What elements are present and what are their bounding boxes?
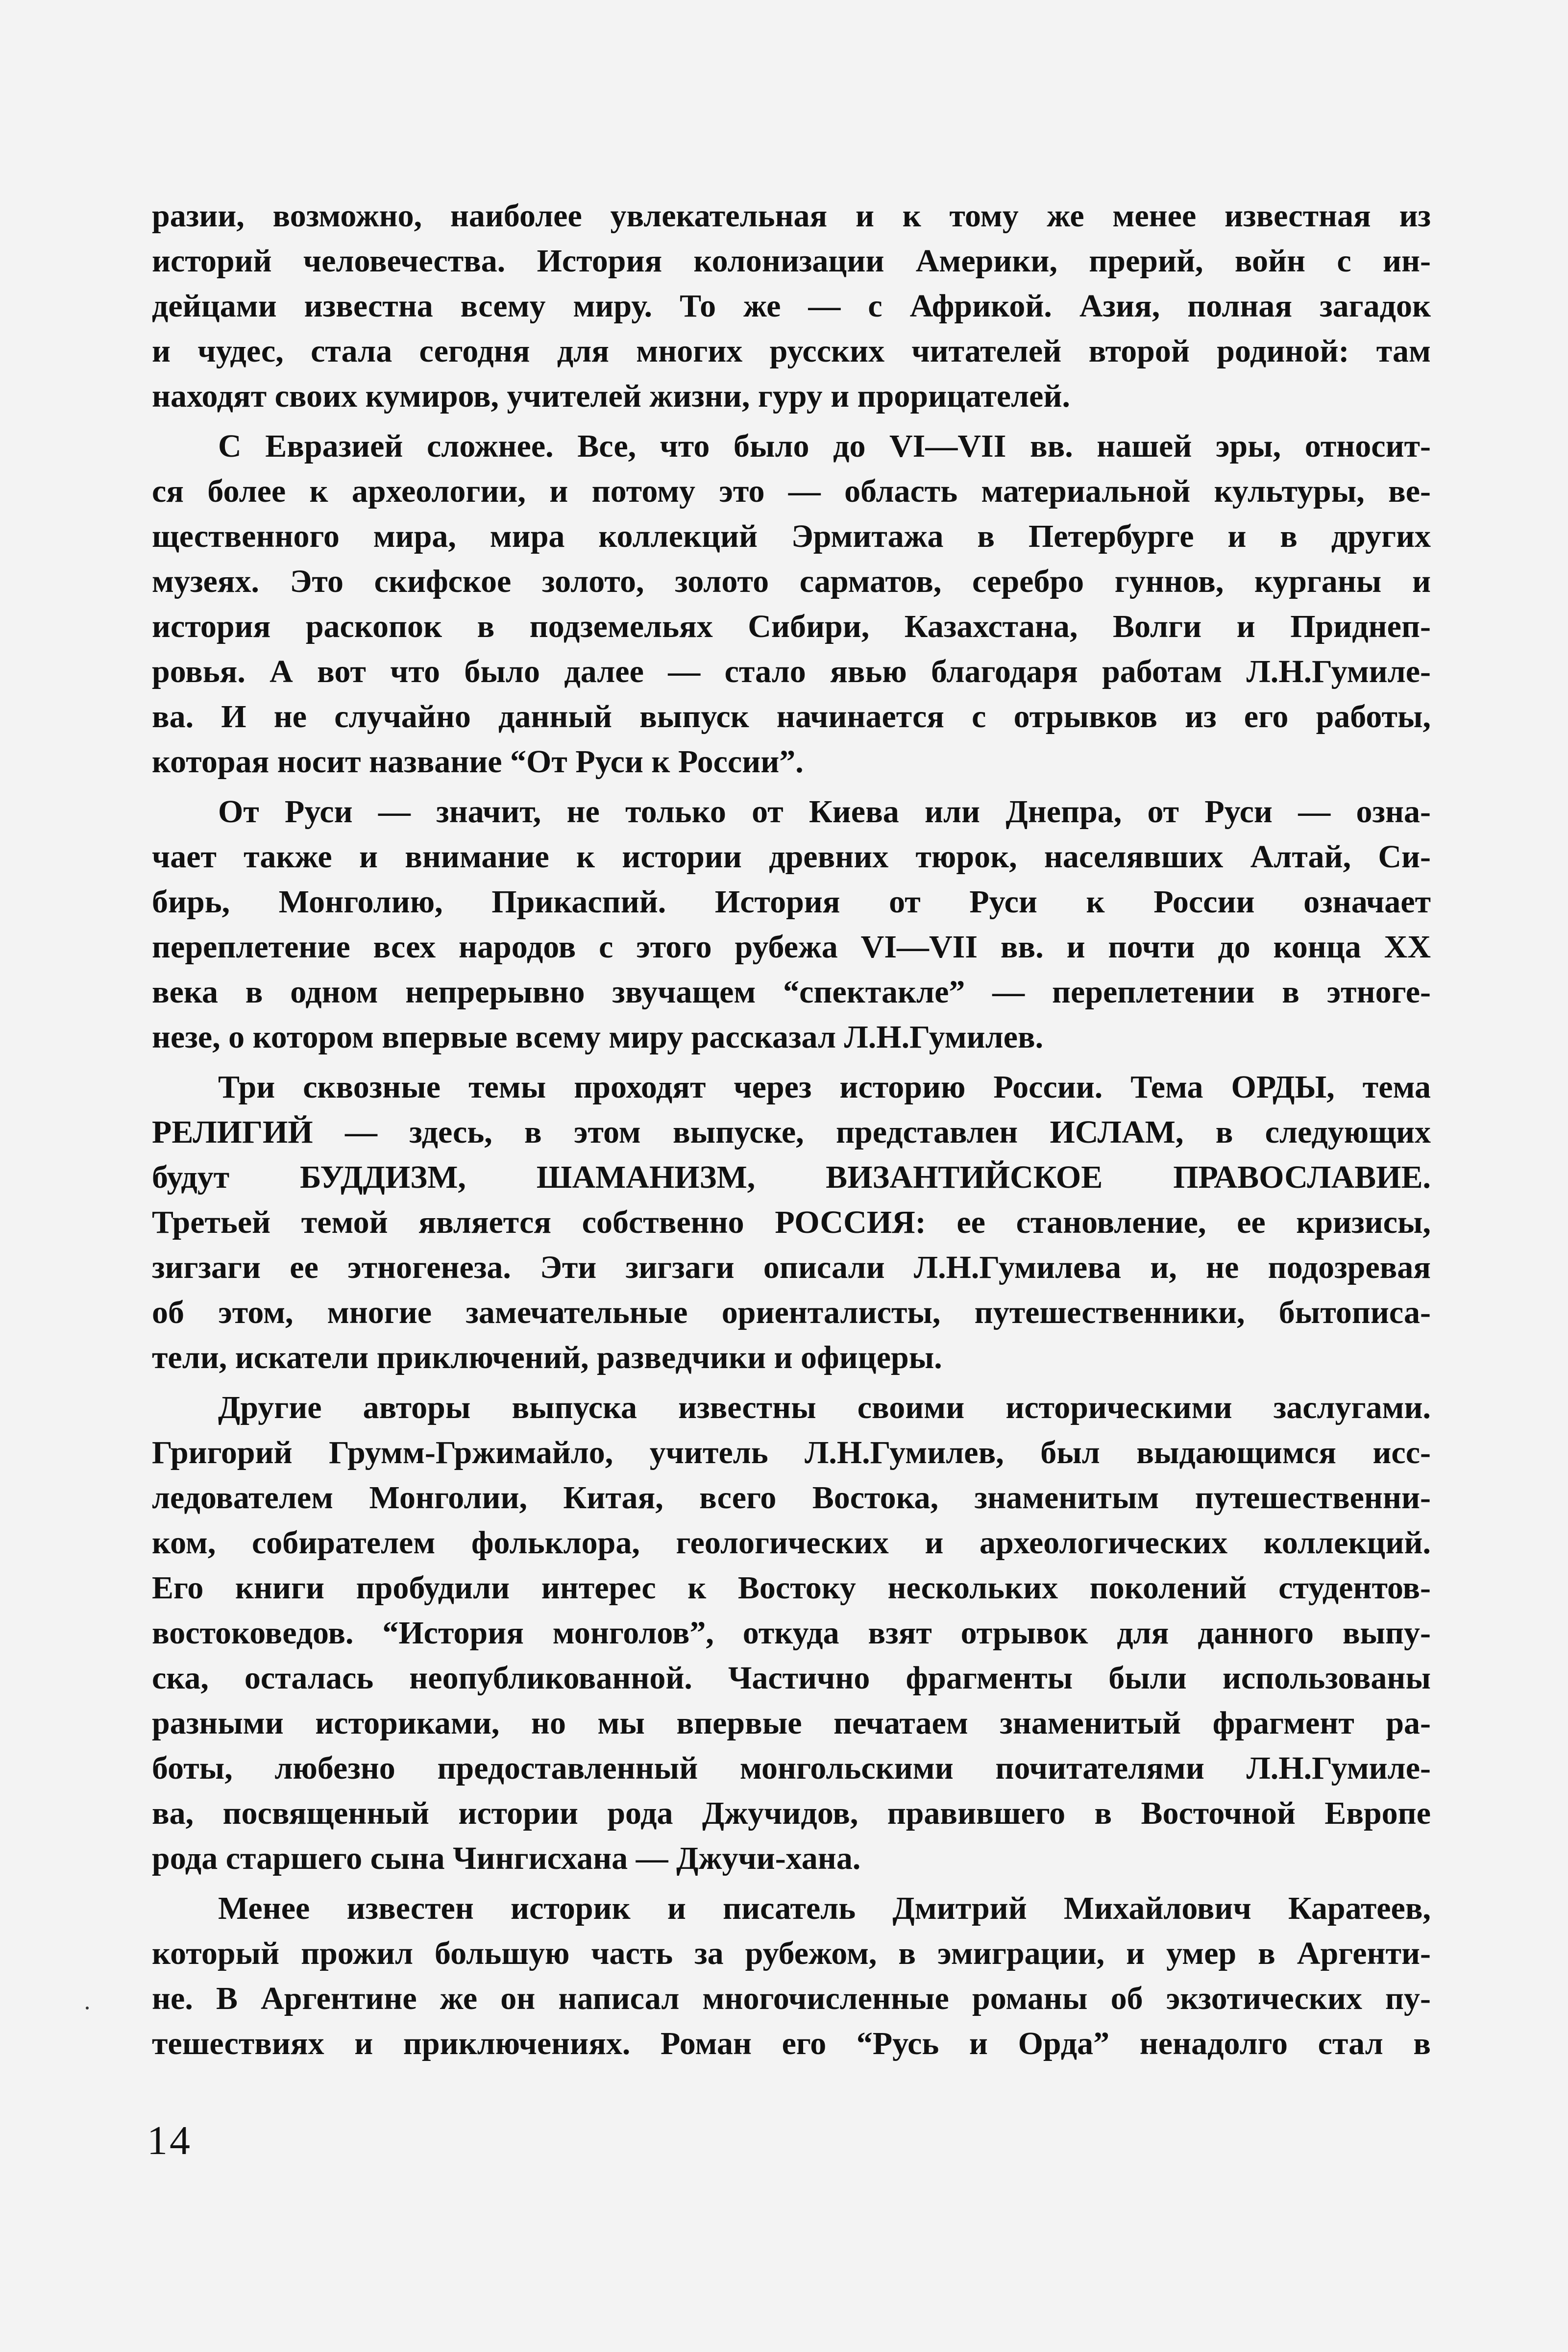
text-line: ва, посвященный истории рода Джучидов, правившего в Восточной Европе: [152, 1795, 1431, 1831]
text-line: востоковедов. “История монголов”, откуда взят отрывок для данного выпу-: [152, 1615, 1431, 1651]
text-line: века в одном непрерывно звучащем “спектакле” — переплетении в этноге-: [152, 974, 1431, 1010]
text-line: дейцами известна всему миру. То же — с Африкой. Азия, полная загадок: [152, 288, 1431, 324]
text-line: и чудес, стала сегодня для многих русских читателей второй родиной: там: [152, 333, 1431, 369]
text-line: незе, о котором впервые всему миру рассказал Л.Н.Гумилев.: [152, 1019, 1044, 1055]
text-line: будут БУДДИЗМ, ШАМАНИЗМ, ВИЗАНТИЙСКОЕ ПРАВОСЛАВИЕ.: [152, 1159, 1431, 1195]
text-line: тешествиях и приключениях. Роман его “Русь и Орда” ненадолго стал в: [152, 2026, 1431, 2061]
text-line: разными историками, но мы впервые печатаем знаменитый фрагмент ра-: [152, 1705, 1431, 1741]
text-line: РЕЛИГИЙ — здесь, в этом выпуске, представлен ИСЛАМ, в следующих: [152, 1114, 1431, 1150]
text-line: об этом, многие замечательные ориенталисты, путешественники, бытописа-: [152, 1295, 1431, 1330]
text-line: Три сквозные темы проходят через историю России. Тема ОРДЫ, тема: [218, 1069, 1431, 1105]
scan-speck: [86, 2007, 89, 2009]
text-line: музеях. Это скифское золото, золото сарматов, серебро гуннов, курганы и: [152, 564, 1431, 599]
text-line: который прожил большую часть за рубежом, в эмиграции, и умер в Аргенти-: [152, 1936, 1431, 1971]
text-line: Третьей темой является собственно РОССИЯ: ее становление, ее кризисы,: [152, 1204, 1431, 1240]
text-line: не. В Аргентине же он написал многочисленные романы об экзотических пу-: [152, 1981, 1431, 2016]
text-line: рода старшего сына Чингисхана — Джучи-хана.: [152, 1840, 861, 1876]
text-line: Его книги пробудили интерес к Востоку нескольких поколений студентов-: [152, 1570, 1431, 1606]
text-line: Другие авторы выпуска известны своими историческими заслугами.: [218, 1390, 1431, 1425]
text-line: боты, любезно предоставленный монгольскими почитателями Л.Н.Гумиле-: [152, 1750, 1431, 1786]
text-line: щественного мира, мира коллекций Эрмитажа в Петербурге и в других: [152, 518, 1431, 554]
text-line: Григорий Грумм-Гржимайло, учитель Л.Н.Гумилев, был выдающимся исс-: [152, 1435, 1431, 1470]
text-line: ледователем Монголии, Китая, всего Востока, знаменитым путешественни-: [152, 1480, 1431, 1516]
page-text: [152, 194, 1431, 2066]
text-line: ся более к археологии, и потому это — область материальной культуры, ве-: [152, 473, 1431, 509]
text-line: разии, возможно, наиболее увлекательная и к тому же менее известная из: [152, 198, 1431, 234]
text-line: находят своих кумиров, учителей жизни, гуру и прорицателей.: [152, 378, 1071, 414]
text-line: ска, осталась неопубликованной. Частично фрагменты были использованы: [152, 1660, 1431, 1696]
text-line: историй человечества. История колонизации Америки, прерий, войн с ин-: [152, 243, 1431, 279]
text-line: которая носит название “От Руси к России”.: [152, 744, 804, 780]
page-number: 14: [147, 2118, 192, 2163]
text-line: чает также и внимание к истории древних тюрок, населявших Алтай, Си-: [152, 839, 1431, 875]
text-line: тели, искатели приключений, разведчики и офицеры.: [152, 1340, 942, 1375]
text-line: ва. И не случайно данный выпуск начинается с отрывков из его работы,: [152, 699, 1431, 735]
text-line: зигзаги ее этногенеза. Эти зигзаги описали Л.Н.Гумилева и, не подозревая: [152, 1250, 1431, 1285]
text-line: бирь, Монголию, Прикаспий. История от Руси к России означает: [152, 884, 1431, 920]
text-line: ровья. А вот что было далее — стало явью благодаря работам Л.Н.Гумиле-: [152, 654, 1431, 689]
text-line: история раскопок в подземельях Сибири, Казахстана, Волги и Приднеп-: [152, 609, 1431, 644]
text-line: С Евразией сложнее. Все, что было до VI—VII вв. нашей эры, относит-: [218, 428, 1431, 464]
text-line: От Руси — значит, не только от Киева или Днепра, от Руси — озна-: [218, 794, 1431, 830]
text-line: ком, собирателем фольклора, геологических и археологических коллекций.: [152, 1525, 1431, 1561]
text-line: переплетение всех народов с этого рубежа VI—VII вв. и почти до конца XX: [152, 929, 1431, 965]
text-line: Менее известен историк и писатель Дмитрий Михайлович Каратеев,: [218, 1890, 1431, 1926]
